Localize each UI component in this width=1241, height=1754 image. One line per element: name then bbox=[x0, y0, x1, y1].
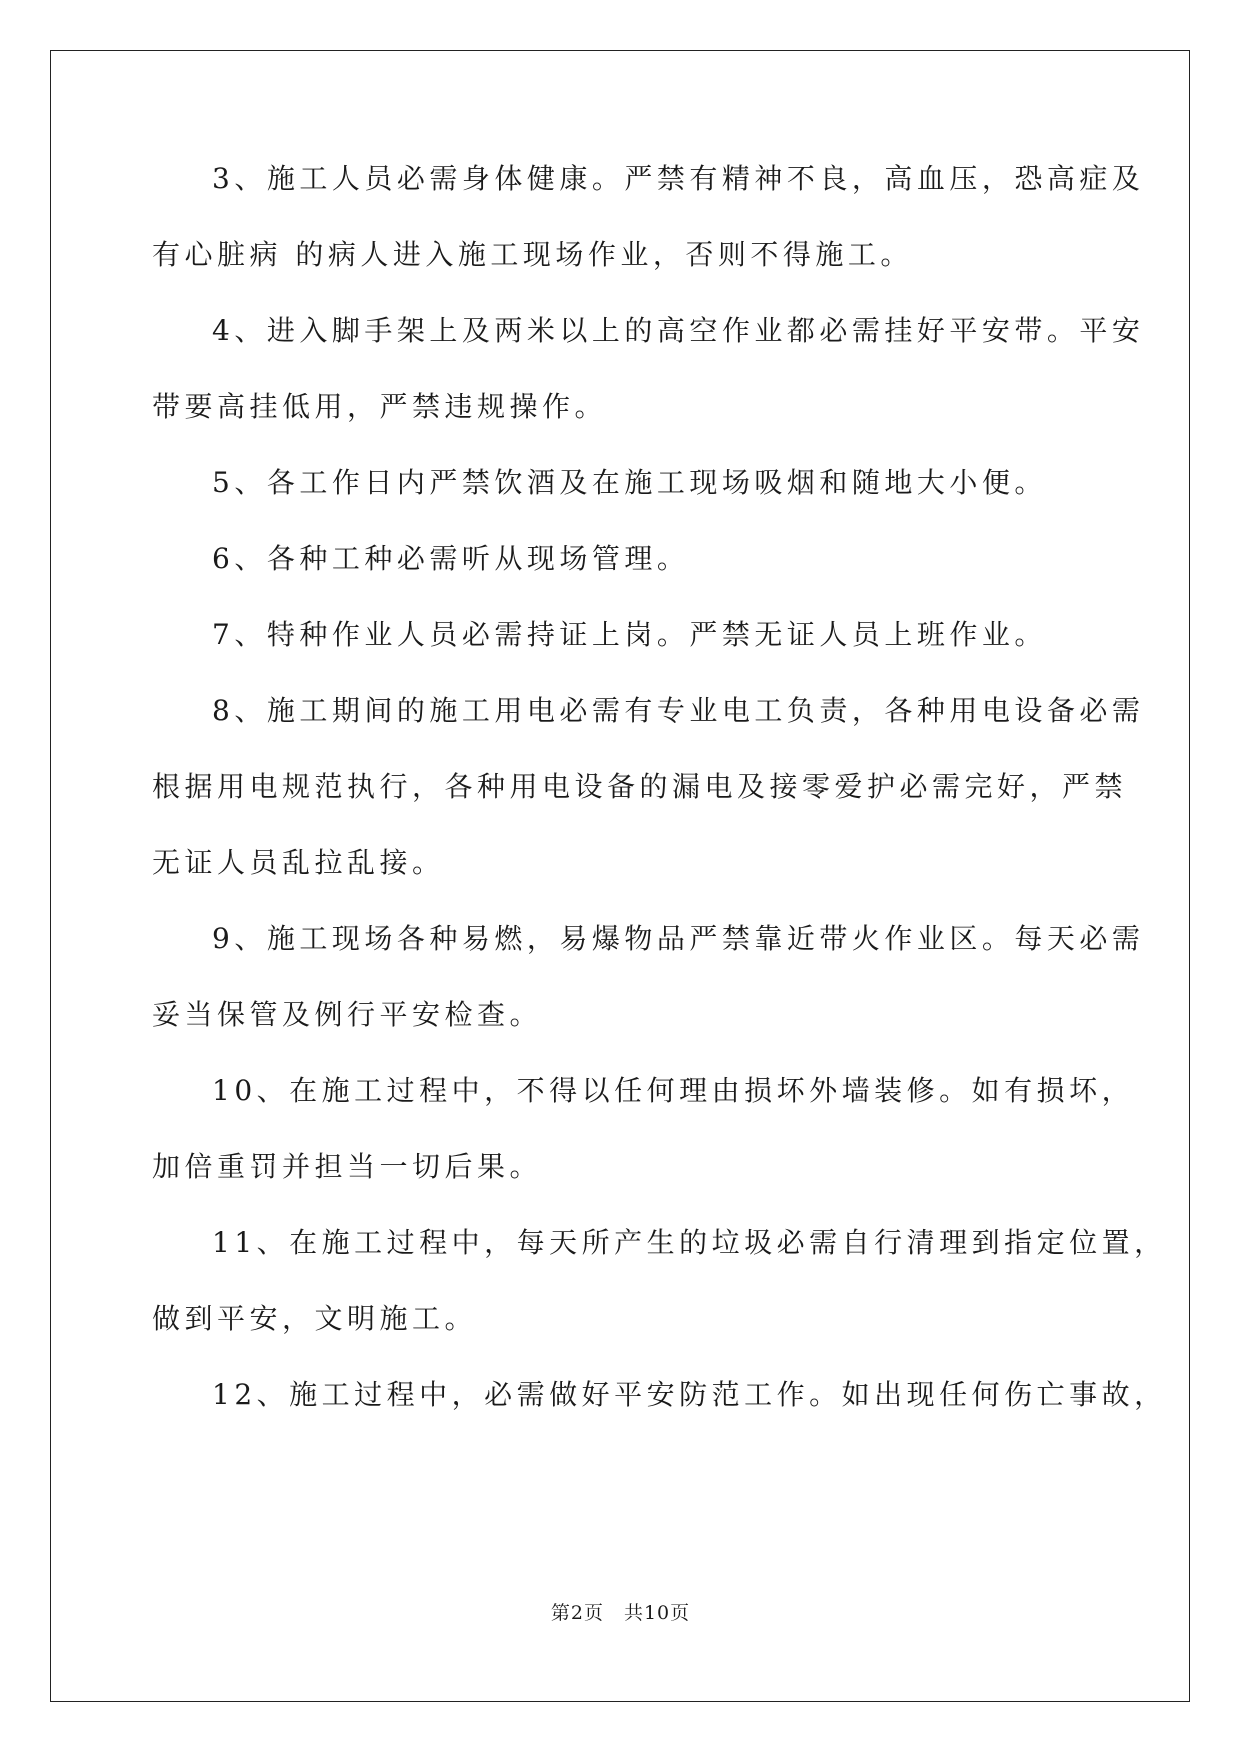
page-footer bbox=[0, 1598, 1241, 1625]
document-body bbox=[152, 162, 1167, 1457]
page-number: 第2页 bbox=[550, 1602, 604, 1624]
paragraph-10-line-1: 10、在施工过程中，不得以任何理由损坏外墙装修。如有损坏， bbox=[212, 1074, 1135, 1107]
paragraph-3-line-2: 有心脏病 的病人进入施工现场作业，否则不得施工。 bbox=[152, 238, 913, 271]
paragraph-9-line-1: 9、施工现场各种易燃，易爆物品严禁靠近带火作业区。每天必需 bbox=[212, 922, 1145, 955]
paragraph-10-line-2: 加倍重罚并担当一切后果。 bbox=[152, 1150, 543, 1183]
paragraph-12-line-1: 12、施工过程中，必需做好平安防范工作。如出现任何伤亡事故， bbox=[212, 1378, 1167, 1411]
paragraph-6-line-1: 6、各种工种必需听从现场管理。 bbox=[212, 542, 690, 575]
paragraph-8-line-1: 8、施工期间的施工用电必需有专业电工负责，各种用电设备必需 bbox=[212, 694, 1145, 727]
paragraph-4-line-2: 带要高挂低用，严禁违规操作。 bbox=[152, 390, 608, 423]
paragraph-4-line-1: 4、进入脚手架上及两米以上的高空作业都必需挂好平安带。平安 bbox=[212, 314, 1145, 347]
paragraph-9-line-2: 妥当保管及例行平安检查。 bbox=[152, 998, 543, 1031]
paragraph-5-line-1: 5、各工作日内严禁饮酒及在施工现场吸烟和随地大小便。 bbox=[212, 466, 1047, 499]
paragraph-8-line-2: 根据用电规范执行，各种用电设备的漏电及接零爱护必需完好，严禁 bbox=[152, 770, 1128, 803]
paragraph-11-line-1: 11、在施工过程中，每天所产生的垃圾必需自行清理到指定位置， bbox=[212, 1226, 1167, 1259]
paragraph-7-line-1: 7、特种作业人员必需持证上岗。严禁无证人员上班作业。 bbox=[212, 618, 1047, 651]
paragraph-8-line-3: 无证人员乱拉乱接。 bbox=[152, 846, 445, 879]
page-total: 共10页 bbox=[623, 1602, 691, 1624]
paragraph-11-line-2: 做到平安，文明施工。 bbox=[152, 1302, 478, 1335]
paragraph-3-line-1: 3、施工人员必需身体健康。严禁有精神不良，高血压，恐高症及 bbox=[212, 162, 1145, 195]
